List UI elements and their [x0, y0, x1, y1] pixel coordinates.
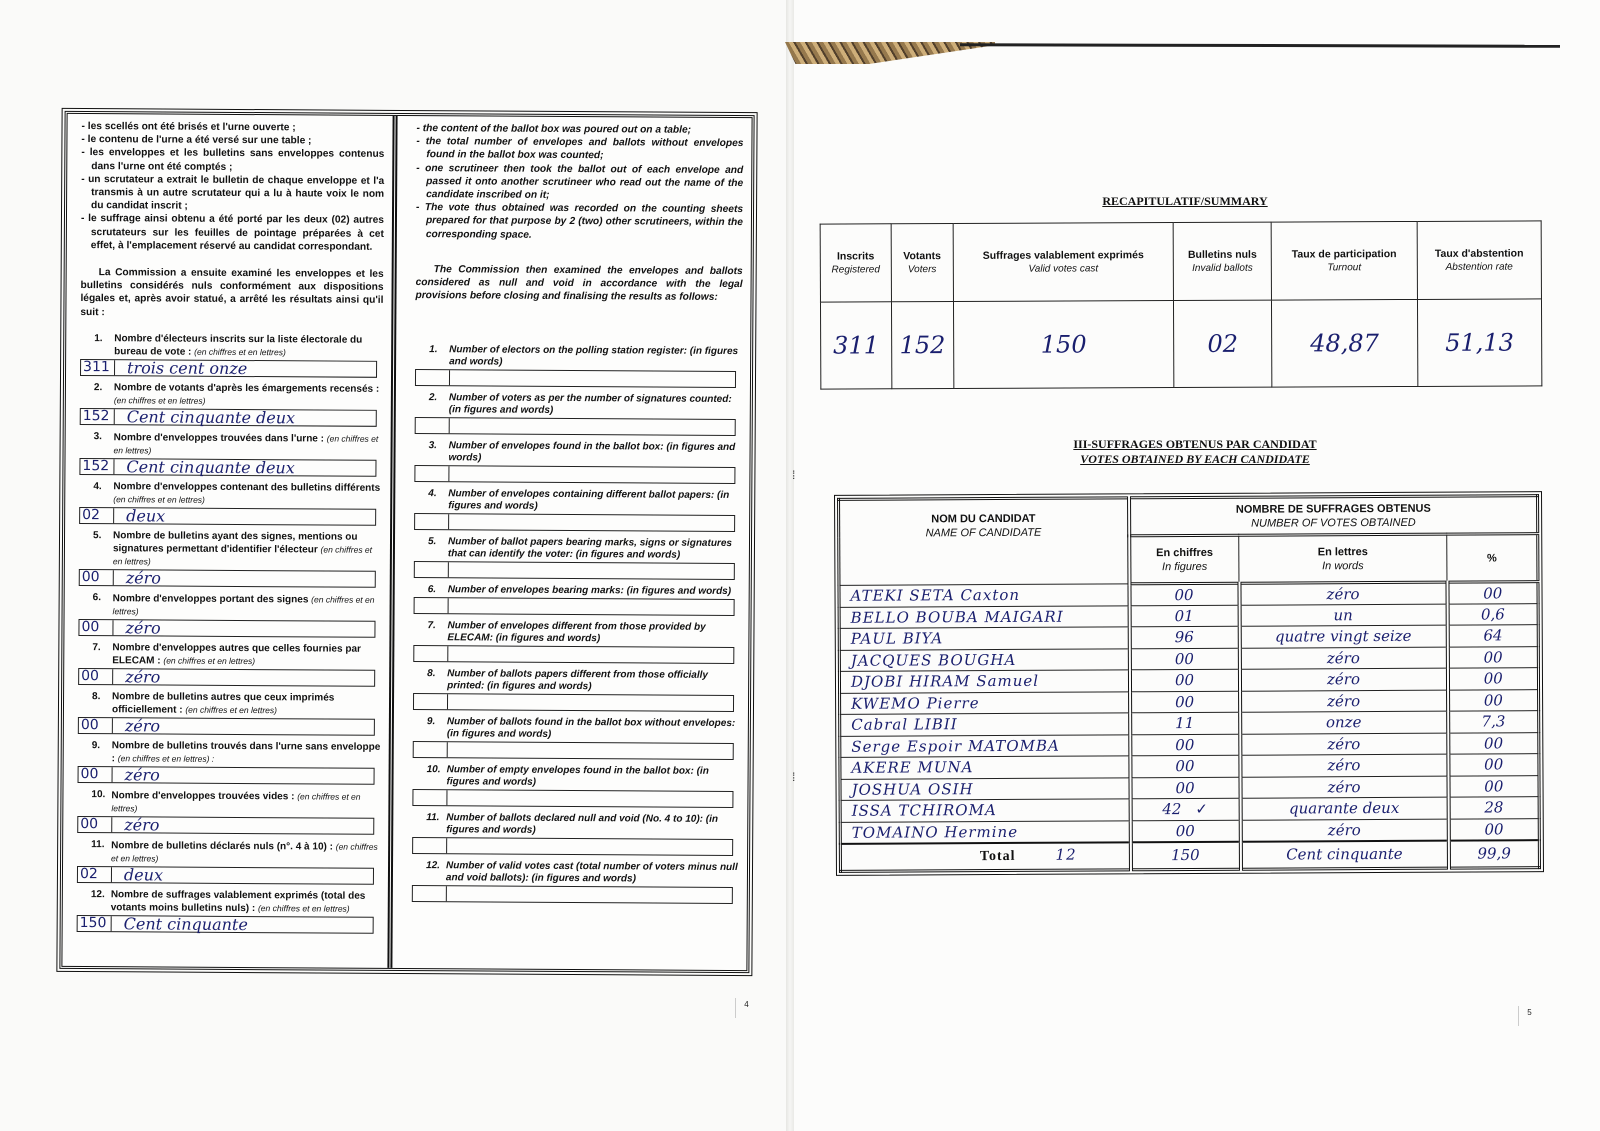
page-number-left: 4: [735, 998, 757, 1018]
answer-words: [449, 522, 734, 524]
question-hint: (en chiffres et en lettres): [113, 395, 206, 406]
candidate-name: PAUL BIYA: [839, 627, 1129, 650]
candidate-name: AKERE MUNA: [840, 756, 1130, 779]
question-number: 11.: [91, 838, 105, 851]
candidate-percent: 00: [1448, 732, 1539, 754]
question-2: [80, 382, 383, 427]
question-hint: (en chiffres et en lettres): [113, 494, 205, 505]
candidate-percent: 00: [1447, 582, 1538, 604]
procedure-item: - les enveloppes et les bulletins sans enveloppes contenus dans l'urne ont été comptés ;: [81, 146, 384, 174]
candidate-percent: 00: [1447, 668, 1538, 690]
french-column: [62, 114, 397, 968]
question-hint: (en chiffres et en lettres): [185, 704, 278, 716]
english-questions: [412, 344, 742, 904]
question-label: Nombre de suffrages valablement exprimés (total des votants moins bulletins nuls) :: [110, 889, 366, 914]
answer-field[interactable]: [78, 668, 375, 687]
header-turnout: Taux de participation Turnout: [1271, 221, 1417, 300]
answer-figure: [415, 466, 449, 481]
english-commission-paragraph: The Commission then examined the envelopes and ballots considered as null and void in accordance with the legal provisions before closing and finalising the results as follows:: [415, 263, 743, 304]
candidate-percent: 00: [1448, 775, 1539, 797]
question-8: [78, 691, 381, 736]
votes-section-title: [1030, 437, 1360, 467]
answer-words: zéro: [124, 765, 160, 785]
question-number: 12.: [90, 888, 105, 901]
question-8-en: [413, 668, 740, 712]
answer-words: zéro: [125, 667, 161, 687]
answer-field[interactable]: [78, 619, 375, 638]
procedure-item: - The vote thus obtained was recorded on the counting sheets prepared for that purpose by 2 (two) other scrutineers, within the corresponding space.: [416, 201, 743, 243]
candidate-percent: 00: [1448, 754, 1539, 776]
question-number: 12.: [425, 860, 440, 872]
french-commission-paragraph: La Commission a ensuite examiné les enveloppes et les bulletins considérés nuls conformément aux dispositions légales et, après avoir statué, a arrêté les résultats ainsi qu'il suit :: [80, 267, 384, 318]
total-votes-figure: 150: [1130, 841, 1240, 870]
french-questions: [77, 333, 384, 934]
question-label: Nombre d'enveloppes autres que celles fournies par ELECAM :: [112, 642, 361, 667]
question-12: [77, 889, 380, 934]
header-votes-obtained: NOMBRE DE SUFFRAGES OBTENUS NUMBER OF VOTES OBTAINED: [1129, 496, 1538, 536]
question-number: 3.: [93, 430, 103, 442]
procedure-item: - le suffrage ainsi obtenu a été porté par les deux (02) autres scrutateurs sur les feuilles de pointage préparées à cet effet, à l'emplacement réservé au candidat correspondant.: [81, 212, 384, 253]
question-label: Nombre de bulletins trouvés dans l'urne sans enveloppe :: [111, 740, 381, 765]
english-column: [397, 116, 751, 970]
total-votes-words: Cent cinquante: [1240, 840, 1448, 869]
question-label: Nombre de votants d'après les émargements recensés :: [113, 382, 380, 395]
question-1: [80, 333, 383, 378]
question-label: Number of electors on the polling station register: (in figures and words): [449, 344, 739, 369]
answer-figure: 00: [79, 718, 113, 733]
candidate-votes-figure: 00: [1130, 820, 1240, 842]
scan-mark: ⁞: [792, 770, 796, 784]
question-10-en: [412, 764, 739, 808]
answer-field[interactable]: [412, 837, 733, 856]
invalid-ballots-value: 02: [1174, 300, 1272, 387]
answer-words: [449, 474, 734, 476]
question-6-en: [414, 584, 741, 616]
answer-figure: [416, 418, 450, 433]
question-label: Number of ballots papers different from those officially printed: (in figures and words): [447, 668, 709, 693]
answer-field[interactable]: [413, 693, 734, 712]
question-label: Nombre de bulletins déclarés nuls (n°. 4 à 10) :: [111, 840, 334, 853]
answer-field[interactable]: [412, 789, 733, 808]
candidate-name: Serge Espoir MATOMBA: [840, 734, 1130, 757]
question-hint: (en chiffres et en lettres): [257, 902, 350, 914]
candidate-percent: 7,3: [1448, 711, 1539, 733]
answer-figure: [413, 790, 447, 805]
question-number: 9.: [426, 716, 436, 728]
question-label: Nombre d'enveloppes trouvées vides :: [111, 790, 295, 803]
header-invalid-ballots: Bulletins nuls Invalid ballots: [1173, 222, 1271, 300]
answer-figure: [413, 886, 447, 901]
question-label: Nombre d'électeurs inscrits sur la liste électorale du bureau de vote :: [114, 333, 363, 358]
candidate-votes-figure: 00: [1130, 691, 1240, 713]
answer-words: trois cent onze: [127, 358, 248, 378]
answer-field[interactable]: [78, 717, 375, 736]
question-hint: (en chiffres et en lettres): [194, 346, 286, 358]
header-in-words: En lettres In words: [1239, 534, 1447, 583]
question-number: 10.: [91, 788, 106, 801]
candidate-name: JOSHUA OSIH: [840, 777, 1130, 800]
candidate-name: Cabral LIBII: [840, 713, 1130, 736]
candidate-percent: 00: [1448, 689, 1539, 711]
answer-words: Cent cinquante: [123, 914, 248, 934]
candidate-name: KWEMO Pierre: [840, 691, 1130, 714]
answer-words: Cent cinquante deux: [126, 407, 296, 428]
candidate-name: BELLO BOUBA MAIGARI: [839, 605, 1129, 628]
question-hint: (en chiffres et en lettres): [111, 791, 361, 814]
candidate-name: JACQUES BOUGHA: [839, 648, 1129, 671]
answer-field[interactable]: [414, 561, 735, 580]
answer-figure: 152: [81, 409, 115, 424]
answer-figure: 00: [78, 817, 112, 832]
candidate-votes-figure: 00: [1129, 669, 1239, 691]
answer-field[interactable]: [413, 645, 734, 664]
answer-words: zéro: [125, 618, 161, 638]
procedure-item: - le contenu de l'urne a été versé sur une table ;: [81, 133, 384, 148]
question-label: Number of envelopes containing different ballot papers: (in figures and words): [448, 488, 730, 513]
valid-votes-value: 150: [953, 301, 1174, 389]
scan-mark: ⁞: [792, 468, 796, 482]
counting-report-form: [59, 111, 754, 973]
candidate-votes-figure: 00: [1130, 734, 1240, 756]
question-label: Number of envelopes different from those provided by ELECAM: (in figures and words): [447, 620, 706, 645]
candidate-votes-words: onze: [1240, 711, 1448, 734]
question-label: Number of ballot papers bearing marks, signs or signatures that can identify the voter: (in figures and words): [447, 536, 732, 562]
answer-figure: 311: [81, 360, 115, 375]
candidate-name: ATEKI SETA Caxton: [839, 584, 1129, 607]
answer-words: [449, 570, 734, 572]
answer-field[interactable]: [415, 417, 736, 436]
candidate-votes-figure: 00: [1129, 648, 1239, 670]
question-1-en: [415, 344, 742, 388]
answer-figure: [415, 562, 449, 577]
answer-figure: 02: [78, 867, 112, 882]
question-4: [79, 481, 382, 526]
question-label: Nombre de bulletins autres que ceux imprimés officiellement :: [111, 691, 335, 716]
header-percent: %: [1447, 534, 1538, 582]
summary-value-row: [820, 299, 1541, 389]
answer-words: Cent cinquante deux: [126, 457, 295, 478]
answer-words: [448, 750, 733, 752]
question-hint: (en chiffres et en lettres): [113, 433, 379, 456]
question-label: Nombre de bulletins ayant des signes, mentions ou signatures permettant d'identifier l'électeur: [112, 530, 358, 556]
question-9-en: [413, 716, 740, 760]
answer-field[interactable]: [77, 816, 374, 835]
question-hint: (en chiffres et en lettres): [112, 544, 373, 567]
answer-words: zéro: [125, 568, 162, 588]
question-number: 10.: [426, 764, 441, 776]
answer-field[interactable]: [80, 408, 377, 427]
votes-table: [837, 494, 1541, 873]
question-number: 1.: [94, 332, 103, 344]
candidate-percent: 28: [1448, 797, 1539, 819]
candidate-votes-figure: 11: [1130, 712, 1240, 734]
answer-field[interactable]: [79, 569, 376, 588]
voters-value: 152: [891, 301, 953, 388]
candidate-votes-words: quatre vingt seize: [1239, 625, 1447, 648]
question-9: [78, 740, 381, 785]
candidate-votes-words: zéro: [1240, 733, 1448, 756]
votes-title-en: VOTES OBTAINED BY EACH CANDIDATE: [1080, 452, 1310, 466]
answer-words: [448, 654, 733, 656]
summary-header-row: [820, 221, 1541, 302]
header-voters: Votants Voters: [891, 223, 953, 301]
question-number: 5.: [427, 536, 437, 548]
answer-words: zéro: [124, 716, 161, 736]
abstention-value: 51,13: [1417, 299, 1542, 387]
candidate-name: TOMAINO Hermine: [840, 820, 1130, 843]
header-abstention: Taux d'abstention Abstention rate: [1417, 221, 1542, 300]
answer-words: [448, 702, 733, 704]
answer-figure: [413, 838, 447, 853]
question-6: [78, 592, 381, 638]
turnout-value: 48,87: [1272, 299, 1418, 387]
answer-words: [450, 426, 735, 428]
question-2-en: [415, 392, 742, 436]
summary-table: [820, 220, 1543, 389]
question-5: [79, 530, 382, 588]
question-number: 4.: [93, 480, 102, 492]
candidate-percent: 64: [1447, 625, 1538, 647]
question-3-en: [414, 440, 741, 484]
answer-field[interactable]: [79, 458, 376, 477]
question-label: Nombre d'enveloppes contenant des bulletins différents: [113, 481, 381, 494]
total-cell: [840, 842, 1130, 872]
question-7-en: [413, 620, 740, 664]
total-percent: 99,9: [1448, 840, 1539, 868]
answer-words: zéro: [124, 815, 160, 835]
answer-figure: [414, 646, 448, 661]
answer-figure: 02: [80, 508, 114, 523]
question-label: Number of envelopes bearing marks: (in figures and words): [447, 584, 732, 598]
answer-figure: 152: [80, 459, 114, 474]
answer-figure: [414, 742, 448, 757]
header-candidate-name: NOM DU CANDIDAT NAME OF CANDIDATE: [839, 498, 1129, 586]
candidate-votes-words: zéro: [1240, 819, 1448, 842]
question-10: [77, 789, 380, 835]
question-11: [77, 839, 380, 885]
procedure-item: - les scellés ont été brisés et l'urne ouverte ;: [81, 120, 384, 135]
question-label: Number of ballots declared null and void (No. 4 to 10): (in figures and words): [446, 812, 719, 837]
question-label: Number of envelopes found in the ballot box: (in figures and words): [448, 440, 736, 464]
header-registered: Inscrits Registered: [820, 224, 891, 302]
question-number: 8.: [92, 690, 101, 702]
candidate-name: DJOBI HIRAM Samuel: [839, 670, 1129, 693]
votes-title-fr: III-SUFFRAGES OBTENUS PAR CANDIDAT: [1073, 437, 1317, 451]
question-number: 4.: [428, 488, 437, 500]
answer-field[interactable]: [415, 369, 736, 388]
header-in-figures: En chiffres In figures: [1129, 535, 1239, 584]
procedure-item: - the total number of envelopes and ballots without envelopes found in the ballot box was counted;: [416, 135, 743, 163]
answer-field[interactable]: [78, 766, 375, 785]
answer-words: [447, 894, 732, 896]
question-hint: (en chiffres et en lettres): [111, 841, 378, 864]
question-12-en: [412, 860, 739, 904]
question-hint: (en chiffres et en lettres): [163, 655, 256, 666]
candidate-name: ISSA TCHIROMA: [840, 799, 1130, 822]
question-label: Number of ballots found in the ballot box without envelopes: (in figures and words): [446, 716, 736, 741]
procedure-item: - un scrutateur a extrait le bulletin de chaque enveloppe et l'a transmis à un autre scrutateur qui a lu à haute voix le nom du candidat inscrit ;: [81, 173, 384, 214]
answer-figure: 150: [78, 916, 112, 931]
candidate-votes-words: zéro: [1240, 776, 1448, 799]
answer-field[interactable]: [79, 507, 376, 526]
answer-words: [447, 846, 732, 848]
answer-words: deux: [126, 506, 166, 526]
candidate-votes-words: zéro: [1240, 754, 1448, 777]
header-valid-votes: Suffrages valablement exprimés Valid votes cast: [953, 223, 1174, 302]
total-candidates: 12: [1055, 845, 1077, 864]
summary-title: RECAPITULATIF/SUMMARY: [1102, 194, 1268, 208]
answer-figure: [416, 370, 450, 385]
question-7: [78, 642, 381, 687]
candidate-votes-figure: 00: [1130, 777, 1240, 799]
candidate-votes-words: zéro: [1239, 668, 1447, 691]
question-hint: (en chiffres et en lettres) :: [117, 753, 215, 764]
candidate-votes-words: zéro: [1240, 690, 1448, 713]
english-procedure-list: [416, 122, 744, 243]
question-label: Number of valid votes cast (total number of voters minus null and void ballots): (in figures and words): [445, 860, 738, 885]
candidate-percent: 00: [1447, 646, 1538, 668]
question-number: 2.: [428, 392, 438, 404]
answer-words: [449, 606, 734, 608]
candidate-votes-words: zéro: [1239, 582, 1447, 605]
answer-figure: [415, 514, 449, 529]
candidate-votes-figure: 01: [1129, 605, 1239, 627]
question-5-en: [414, 536, 741, 580]
question-label: Nombre d'enveloppes portant des signes: [112, 593, 309, 606]
answer-field[interactable]: [414, 597, 735, 616]
question-number: 3.: [428, 440, 437, 452]
answer-figure: 00: [79, 767, 113, 782]
book-spine: [786, 0, 794, 1131]
answer-field[interactable]: [77, 866, 374, 885]
answer-figure: [415, 598, 449, 613]
question-number: 2.: [93, 381, 103, 393]
answer-field[interactable]: [80, 359, 377, 378]
question-4-en: [414, 488, 741, 532]
question-label: Nombre d'enveloppes trouvées dans l'urne :: [113, 432, 325, 445]
candidate-votes-words: zéro: [1239, 647, 1447, 670]
question-number: 11.: [426, 812, 440, 824]
answer-figure: 00: [80, 570, 114, 585]
procedure-item: - the content of the ballot box was poured out on a table;: [416, 122, 743, 137]
answer-field[interactable]: [413, 741, 734, 760]
checkmark-icon: ✓: [1195, 800, 1209, 819]
question-number: 8.: [427, 668, 436, 680]
answer-words: deux: [123, 865, 164, 885]
candidate-votes-figure: 00: [1129, 583, 1239, 605]
candidate-votes-figure: 42 ✓: [1130, 798, 1240, 820]
question-number: 1.: [429, 344, 438, 356]
page-number-right: 5: [1518, 1006, 1540, 1026]
answer-figure: [414, 694, 448, 709]
candidate-votes-words: un: [1239, 604, 1447, 627]
total-row: [840, 840, 1539, 872]
candidate-votes-figure: 00: [1130, 755, 1240, 777]
registered-value: 311: [820, 302, 891, 389]
french-procedure-list: [81, 120, 385, 254]
candidate-votes-words: quarante deux: [1240, 797, 1448, 820]
procedure-item: - one scrutineer then took the ballot out of each envelope and passed it onto another scrutineer who read out the name of the candidate inscribed on it;: [416, 162, 743, 204]
question-number: 7.: [427, 620, 436, 632]
answer-field[interactable]: [77, 915, 374, 934]
answer-field[interactable]: [412, 885, 733, 904]
answer-figure: 00: [79, 620, 113, 635]
question-hint: (en chiffres et en lettres): [112, 594, 375, 617]
question-number: 9.: [91, 739, 101, 751]
question-3: [79, 431, 382, 477]
question-11-en: [412, 812, 739, 856]
answer-words: [450, 378, 735, 380]
question-number: 5.: [93, 529, 102, 541]
votes-group-header: [839, 496, 1538, 538]
answer-words: [447, 798, 732, 800]
question-number: 7.: [92, 641, 101, 653]
question-number: 6.: [427, 584, 437, 596]
answer-field[interactable]: [414, 465, 735, 484]
question-label: Number of empty envelopes found in the ballot box: (in figures and words): [446, 764, 709, 789]
candidate-percent: 0,6: [1447, 603, 1538, 625]
answer-field[interactable]: [414, 513, 735, 532]
question-number: 6.: [92, 591, 102, 603]
question-label: Number of voters as per the number of signatures counted: (in figures and words): [448, 392, 732, 417]
candidate-percent: 00: [1448, 818, 1539, 840]
candidate-votes-figure: 96: [1129, 626, 1239, 648]
total-label: Total: [979, 849, 1016, 865]
answer-figure: 00: [79, 669, 113, 684]
